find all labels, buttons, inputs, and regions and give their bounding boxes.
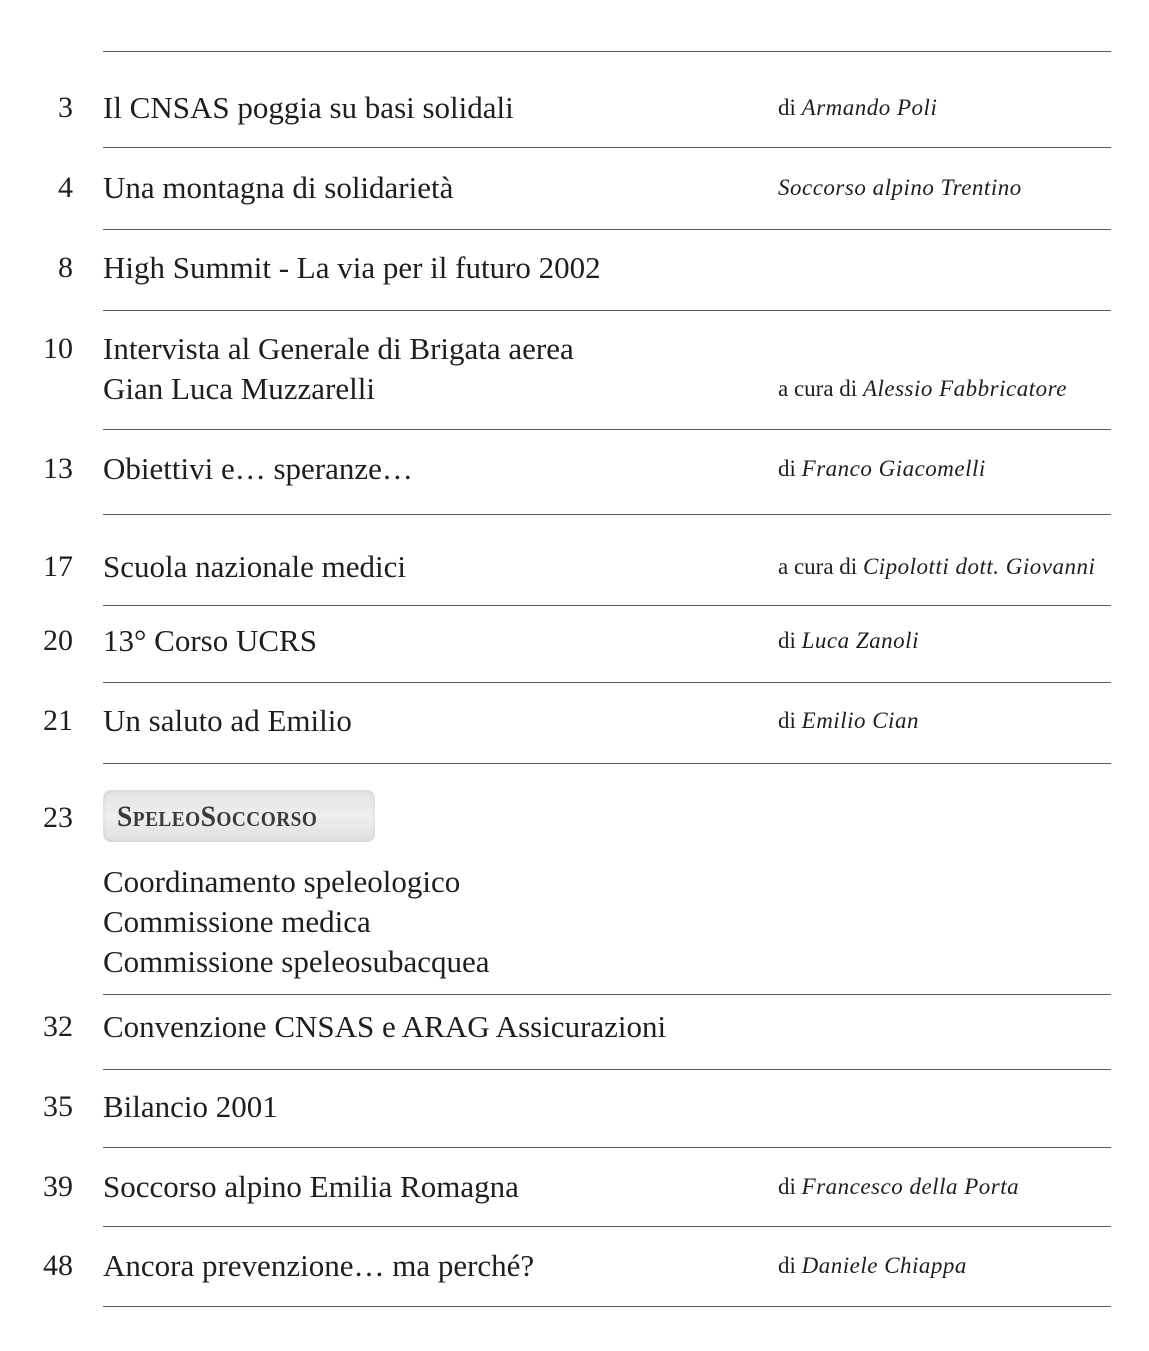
article-author — [778, 168, 1022, 208]
speleosoccorso-logo — [103, 790, 375, 842]
divider — [103, 1147, 1111, 1148]
article-title-line2: Gian Luca Muzzarelli — [103, 371, 375, 406]
page-number: 3 — [58, 91, 73, 124]
article-author — [778, 1167, 1019, 1207]
author-prefix: a cura di — [778, 376, 863, 401]
divider — [103, 429, 1111, 430]
author-prefix: di — [778, 456, 802, 481]
article-title: 13° Corso UCRS — [103, 623, 317, 658]
author-prefix: di — [778, 628, 802, 653]
author-name: Soccorso alpino Trentino — [778, 175, 1022, 200]
divider — [103, 514, 1111, 515]
page-number: 17 — [43, 550, 73, 583]
author-name: Franco Giacomelli — [801, 456, 986, 481]
article-title: Ancora prevenzione… ma perché? — [103, 1248, 535, 1283]
page-number: 39 — [43, 1170, 73, 1203]
article-title: Un saluto ad Emilio — [103, 703, 352, 738]
article-author — [778, 88, 937, 128]
article-title: High Summit - La via per il futuro 2002 — [103, 250, 601, 285]
author-name: Francesco della Porta — [801, 1174, 1020, 1199]
article-author — [778, 547, 1095, 587]
divider — [103, 682, 1111, 683]
divider — [103, 1306, 1111, 1307]
page-number: 21 — [43, 704, 73, 737]
author-prefix: di — [778, 1253, 802, 1278]
article-title: Soccorso alpino Emilia Romagna — [103, 1169, 519, 1204]
article-title: Il CNSAS poggia su basi solidali — [103, 90, 514, 125]
article-title: Intervista al Generale di Brigata aerea — [103, 331, 574, 366]
divider — [103, 147, 1111, 148]
subitem-title: Coordinamento speleologico — [103, 864, 461, 899]
page-number: 20 — [43, 624, 73, 657]
author-name: Emilio Cian — [801, 708, 919, 733]
page-number: 32 — [43, 1010, 73, 1043]
subitem-title: Commissione medica — [103, 904, 371, 939]
author-prefix: a cura di — [778, 554, 863, 579]
article-title: Obiettivi e… speranze… — [103, 451, 413, 486]
page-number: 4 — [58, 171, 73, 204]
article-author — [778, 1246, 967, 1286]
article-title: Scuola nazionale medici — [103, 549, 406, 584]
divider — [103, 605, 1111, 606]
speleosoccorso-logo-text: SpeleoSoccorso — [117, 800, 318, 833]
author-name: Cipolotti dott. Giovanni — [862, 554, 1096, 579]
author-prefix: di — [778, 1174, 802, 1199]
page-number: 23 — [43, 801, 73, 834]
article-author — [778, 369, 1067, 409]
divider — [103, 229, 1111, 230]
author-name: Luca Zanoli — [801, 628, 919, 653]
divider — [103, 994, 1111, 995]
divider — [103, 310, 1111, 311]
article-author — [778, 701, 919, 741]
author-name: Daniele Chiappa — [801, 1253, 967, 1278]
page-number: 13 — [43, 452, 73, 485]
divider — [103, 1226, 1111, 1227]
author-prefix: di — [778, 708, 802, 733]
divider — [103, 763, 1111, 764]
article-title: Convenzione CNSAS e ARAG Assicurazioni — [103, 1009, 667, 1044]
article-author — [778, 449, 986, 489]
divider — [103, 51, 1111, 52]
page-number: 48 — [43, 1249, 73, 1282]
article-title: Bilancio 2001 — [103, 1089, 278, 1124]
page-number: 10 — [43, 332, 73, 365]
article-title: Una montagna di solidarietà — [103, 170, 454, 205]
author-name: Armando Poli — [801, 95, 938, 120]
author-name: Alessio Fabbricatore — [862, 376, 1067, 401]
page-number: 35 — [43, 1090, 73, 1123]
article-author — [778, 621, 919, 661]
page-number: 8 — [58, 251, 73, 284]
author-prefix: di — [778, 95, 802, 120]
subitem-title: Commissione speleosubacquea — [103, 944, 490, 979]
divider — [103, 1069, 1111, 1070]
